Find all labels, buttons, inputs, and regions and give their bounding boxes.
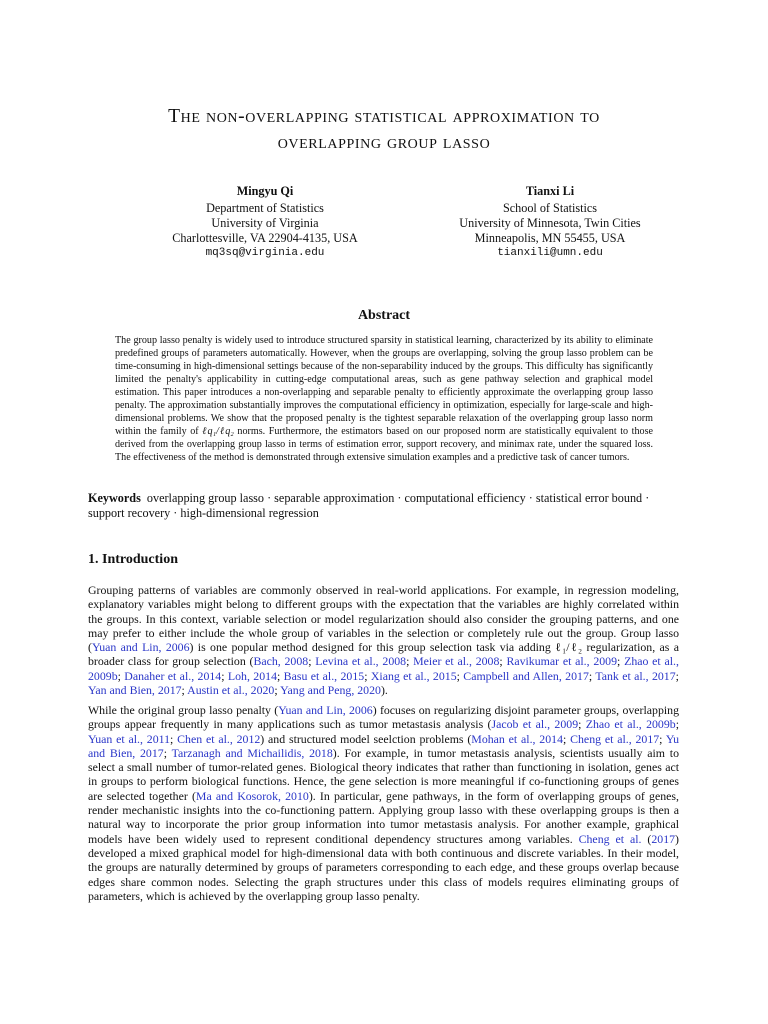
citation-link[interactable]: Xiang et al., 2015 <box>370 668 457 683</box>
author-block-1 <box>120 184 410 261</box>
abstract-math: ℓq₁/ℓq₂ <box>202 426 234 437</box>
body-text: ; <box>170 731 178 746</box>
citation-link[interactable]: Loh, 2014 <box>227 668 277 683</box>
abstract-text-part-2: norms. Furthermore, the estimators based on our proposed norm are statistically equivalent to those derived from the overlapping group lasso in terms of estimation error, support recovery, and minimax rate, under the squared loss. The effectiveness of the method is demonstrated through extensive simulation examples and a predictive task of cancer tumors. <box>115 426 653 463</box>
author-email[interactable]: mq3sq@virginia.edu <box>205 247 325 259</box>
body-text: ; <box>499 654 507 669</box>
abstract-heading: Abstract <box>357 308 411 323</box>
keywords-label: Keywords <box>88 491 141 505</box>
body-text: ) developed a mixed graphical model for high-dimensional data with both continuous and discrete variables. In their model, the groups are naturally determined by groups of parameters corresponding to each edge, and these groups overlap because edges share common nodes. Selecting the graph structures under this class of models requires eliminating groups of parameters, which is achieved by the overlapping group lasso penalty. <box>88 831 679 903</box>
title-line-2: overlapping group lasso <box>277 132 491 153</box>
citation-link[interactable]: Yan and Bien, 2017 <box>88 683 182 698</box>
body-text: ). <box>380 683 388 698</box>
citation-link[interactable]: Mohan et al., 2014 <box>471 731 563 746</box>
body-text: ; <box>675 668 679 683</box>
author-affiliation: University of Virginia <box>211 216 319 230</box>
citation-link[interactable]: Yu and Bien, 2017 <box>88 731 680 760</box>
keywords-text: overlapping group lasso · separable approximation · computational efficiency · statistical error bound · support recovery · high-dimensional regression <box>88 491 650 520</box>
citation-link[interactable]: Yuan and Lin, 2006 <box>91 640 190 655</box>
citation-link[interactable]: Yang and Peng, 2020 <box>280 683 381 698</box>
citation-link[interactable]: Cheng et al. <box>578 831 642 846</box>
body-text: ; <box>308 654 316 669</box>
citation-link[interactable]: Yuan and Lin, 2006 <box>278 703 373 717</box>
body-text: ; <box>563 731 571 746</box>
author-affiliation: Charlottesville, VA 22904-4135, USA <box>172 231 358 245</box>
citation-link[interactable]: Ravikumar et al., 2009 <box>506 654 618 669</box>
body-text: ; <box>117 668 125 683</box>
abstract-text-part-1: The group lasso penalty is widely used to introduce structured sparsity in statistical learning, characterized by its ability to eliminate predefined groups of parameters automatically. However, when the groups are overlapping, solving the group lasso problem can be time-consuming in high-dimensional settings because of the non-separability induced by the groups. This difficulty has significantly limited the penalty's applicability in cutting-edge computational areas, such as gene pathway selection and graphical model estimation. This paper introduces a non-overlapping and separable penalty to efficiently approximate the overlapping group lasso penalty. The approximation substantially improves the computational efficiency in optimization, especially for large-scale and high-dimensional problems. We show that the proposed penalty is the tightest separable relaxation of the overlapping group lasso norm within the family of <box>115 335 653 437</box>
author-block-2 <box>400 184 700 261</box>
citation-link[interactable]: Bach, 2008 <box>253 654 309 669</box>
body-text: ; <box>659 731 666 746</box>
citation-link[interactable]: Cheng et al., 2017 <box>570 731 660 746</box>
citation-link[interactable]: Yuan et al., 2011 <box>88 731 171 746</box>
abstract-text <box>115 334 653 464</box>
body-text: ; <box>406 654 414 669</box>
body-text: ) and structured model seelction problems ( <box>260 731 472 746</box>
citation-link[interactable]: Basu et al., 2015 <box>283 668 365 683</box>
body-text: ; <box>274 683 281 698</box>
body-text: While the original group lasso penalty ( <box>88 703 279 717</box>
author-affiliation: Minneapolis, MN 55455, USA <box>474 231 626 245</box>
citation-link[interactable]: Zhao et al., 2009b <box>88 654 679 683</box>
paragraph-1 <box>88 583 679 697</box>
author-name: Mingyu Qi <box>236 184 294 198</box>
body-text: ; <box>456 668 464 683</box>
body-text: ( <box>641 831 652 846</box>
author-name: Tianxi Li <box>525 184 575 198</box>
body-text: ; <box>675 717 679 732</box>
citation-link[interactable]: Austin et al., 2020 <box>187 683 275 698</box>
citation-link[interactable]: Campbell and Allen, 2017 <box>463 668 589 683</box>
citation-link[interactable]: Zhao et al., 2009b <box>585 717 676 732</box>
body-text: ; <box>163 745 172 760</box>
citation-link[interactable]: Chen et al., 2012 <box>177 731 261 746</box>
paragraph-2 <box>88 703 679 903</box>
body-text: Grouping patterns of variables are commonly observed in real-world applications. For example, in regression modeling, explanatory variables might belong to different groups with the expectation that the variables are highly correlated within the groups. In this context, variable selection or model regularization should also consider the grouping patterns, and one may prefer to either include the whole group of variables in the selection or completely rule out the group. Group lasso ( <box>88 583 679 655</box>
body-text: ; <box>588 668 596 683</box>
title-line-1: The non-overlapping statistical approximation to <box>168 106 600 127</box>
author-affiliation: School of Statistics <box>502 201 598 215</box>
keywords <box>88 491 680 521</box>
author-affiliation: University of Minnesota, Twin Cities <box>459 216 641 230</box>
citation-link[interactable]: Jacob et al., 2009 <box>491 717 579 732</box>
author-affiliation: Department of Statistics <box>206 201 324 215</box>
body-text: ). In particular, gene pathways, in the form of overlapping groups of genes, render mechanistic insights into the co-functioning pattern. Applying group lasso with these overlapping groups is then a natural way to incorporate the prior group information into tumor metastasis analysis. For another example, graphical models have been widely used to represent conditional dependency structures among variables. <box>88 788 679 846</box>
section-heading: 1. Introduction <box>88 552 178 567</box>
citation-link[interactable]: Danaher et al., 2014 <box>124 668 222 683</box>
body-text: ; <box>277 668 284 683</box>
body-text: ). For example, in tumor metastasis analysis, scientists usually aim to select a small number of tumor-related genes. Biological theory indicates that rather than functioning in isolation, genes act in groups to perform biological functions. Hence, the gene selection is more meaningful if co-functioning groups of genes are selected together ( <box>88 745 679 803</box>
author-email[interactable]: tianxili@umn.edu <box>497 247 603 259</box>
body-text: ; <box>364 668 371 683</box>
citation-link[interactable]: Meier et al., 2008 <box>413 654 500 669</box>
citation-link[interactable]: Ma and Kosorok, 2010 <box>195 788 309 803</box>
citation-link[interactable]: 2017 <box>651 831 676 846</box>
citation-link[interactable]: Levina et al., 2008 <box>315 654 407 669</box>
body-text: ) is one popular method designed for this group selection task via adding ℓ₁/ℓ₂ regularization, as a broader class for group selection ( <box>88 640 679 669</box>
paper-title <box>60 104 708 156</box>
body-text: ) focuses on regularizing disjoint parameter groups, overlapping groups appear frequently in many applications such as tumor metastasis analysis ( <box>88 703 680 732</box>
body-text: ; <box>221 668 228 683</box>
citation-link[interactable]: Tank et al., 2017 <box>595 668 676 683</box>
body-text: ; <box>181 683 188 698</box>
body-text: ; <box>578 717 586 732</box>
citation-link[interactable]: Tarzanagh and Michailidis, 2018 <box>171 745 333 760</box>
body-text: ; <box>617 654 625 669</box>
